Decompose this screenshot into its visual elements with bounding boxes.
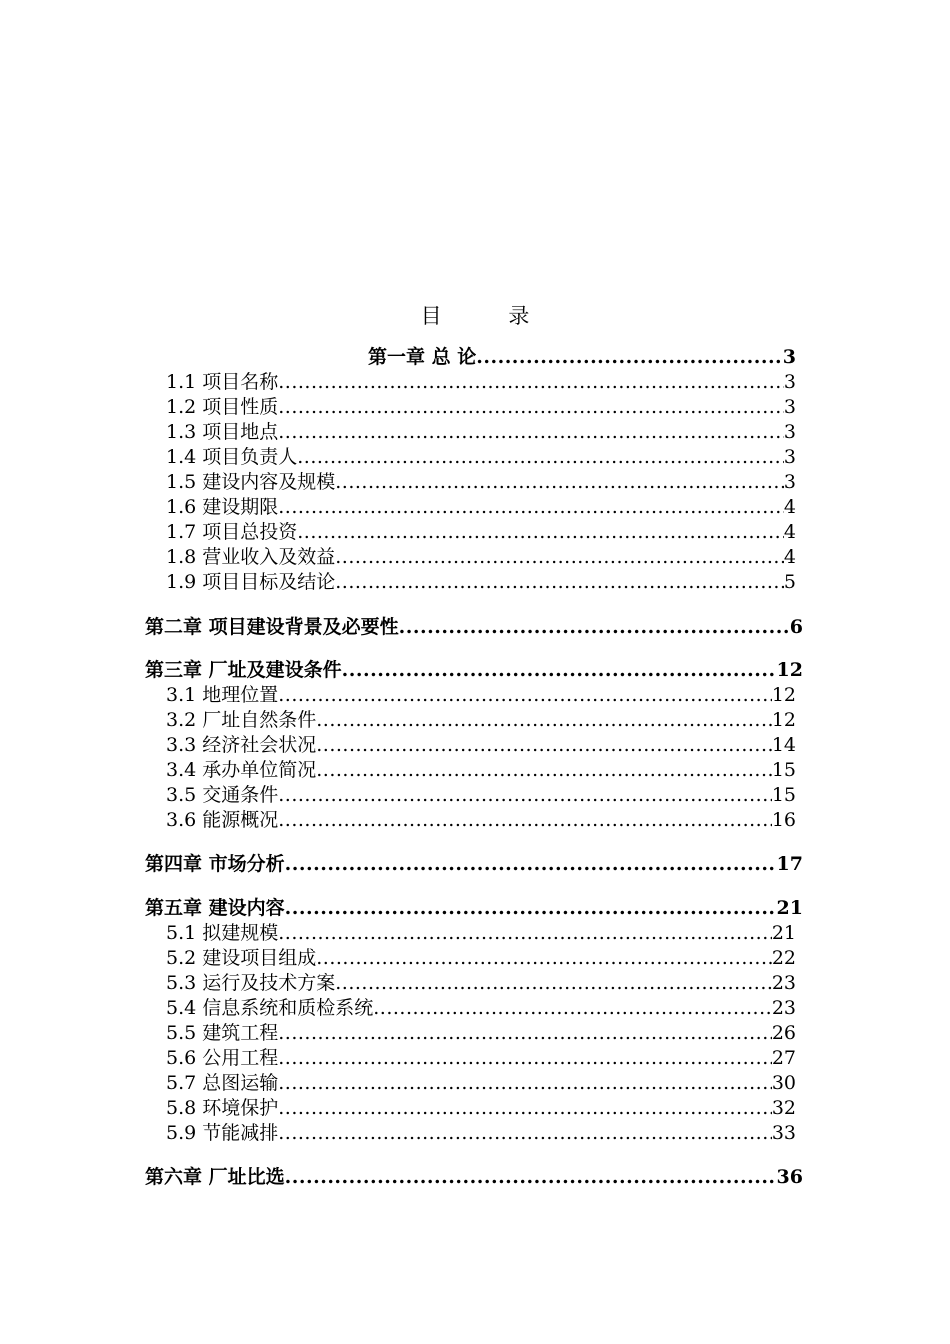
toc-entry-label: 第六章 厂址比选 bbox=[145, 1166, 285, 1188]
toc-entry-label: 5.1 拟建规模 bbox=[166, 922, 279, 944]
toc-leader-dots bbox=[297, 520, 784, 545]
toc-leader-dots bbox=[399, 615, 790, 640]
toc-entry-page: 15 bbox=[771, 784, 796, 806]
toc-entry-page: 6 bbox=[789, 616, 803, 638]
toc-entry-label: 5.9 节能减排 bbox=[166, 1122, 279, 1144]
toc-entry[interactable] bbox=[166, 921, 796, 946]
toc-entry-label: 1.6 建设期限 bbox=[166, 496, 279, 518]
toc-leader-dots bbox=[285, 896, 777, 921]
toc-leader-dots bbox=[316, 733, 772, 758]
toc-entry-label: 第三章 厂址及建设条件 bbox=[145, 659, 342, 681]
toc-entry-page: 14 bbox=[771, 734, 796, 756]
toc-entry-page: 30 bbox=[771, 1072, 796, 1094]
toc-entry[interactable] bbox=[166, 683, 796, 708]
toc-entry[interactable] bbox=[166, 570, 796, 595]
toc-entry-page: 3 bbox=[782, 346, 796, 368]
toc-leader-dots bbox=[297, 445, 784, 470]
toc-leader-dots bbox=[278, 683, 772, 708]
toc-entry-label: 1.8 营业收入及效益 bbox=[166, 546, 336, 568]
toc-entry-label: 1.7 项目总投资 bbox=[166, 521, 298, 543]
toc-entry[interactable] bbox=[166, 495, 796, 520]
toc-leader-dots bbox=[476, 345, 783, 370]
toc-entry-page: 33 bbox=[771, 1122, 796, 1144]
toc-entry-label: 第一章 总 论 bbox=[368, 346, 477, 368]
toc-entry-page: 21 bbox=[771, 922, 796, 944]
toc-entry[interactable] bbox=[166, 1121, 796, 1146]
toc-leader-dots bbox=[278, 1021, 772, 1046]
toc-entry-chapter-6[interactable] bbox=[145, 1165, 803, 1190]
toc-entry-chapter-2[interactable] bbox=[145, 615, 803, 640]
toc-entry-page: 4 bbox=[783, 496, 796, 518]
toc-entry[interactable] bbox=[166, 1071, 796, 1096]
toc-entry[interactable] bbox=[166, 395, 796, 420]
toc-entry-label: 5.5 建筑工程 bbox=[166, 1022, 279, 1044]
toc-entry[interactable] bbox=[166, 1096, 796, 1121]
toc-entry-page: 3 bbox=[783, 446, 796, 468]
toc-entry-page: 32 bbox=[771, 1097, 796, 1119]
toc-entry[interactable] bbox=[166, 946, 796, 971]
toc-leader-dots bbox=[316, 758, 772, 783]
toc-leader-dots bbox=[335, 470, 784, 495]
toc-entry-label: 1.5 建设内容及规模 bbox=[166, 471, 336, 493]
toc-leader-dots bbox=[278, 395, 784, 420]
toc-entry[interactable] bbox=[166, 520, 796, 545]
toc-entry[interactable] bbox=[166, 996, 796, 1021]
toc-entry-label: 1.3 项目地点 bbox=[166, 421, 279, 443]
toc-leader-dots bbox=[335, 545, 784, 570]
toc-entry-page: 23 bbox=[771, 997, 796, 1019]
toc-entry-page: 3 bbox=[783, 421, 796, 443]
toc-entry-label: 第四章 市场分析 bbox=[145, 853, 285, 875]
toc-entry-label: 3.5 交通条件 bbox=[166, 784, 279, 806]
toc-entry-chapter-5[interactable] bbox=[145, 896, 803, 921]
toc-leader-dots bbox=[285, 1165, 777, 1190]
toc-entry-label: 3.2 厂址自然条件 bbox=[166, 709, 317, 731]
toc-entry[interactable] bbox=[166, 708, 796, 733]
toc-leader-dots bbox=[373, 996, 772, 1021]
toc-leader-dots bbox=[278, 808, 772, 833]
toc-entry-label: 3.4 承办单位简况 bbox=[166, 759, 317, 781]
toc-entry[interactable] bbox=[166, 1046, 796, 1071]
toc-entry-label: 3.1 地理位置 bbox=[166, 684, 279, 706]
toc-entry-page: 22 bbox=[771, 947, 796, 969]
toc-entry-page: 26 bbox=[771, 1022, 796, 1044]
toc-leader-dots bbox=[278, 420, 784, 445]
toc-leader-dots bbox=[342, 658, 777, 683]
toc-entry-label: 5.6 公用工程 bbox=[166, 1047, 279, 1069]
toc-entry[interactable] bbox=[166, 370, 796, 395]
toc-entry-page: 3 bbox=[783, 471, 796, 493]
toc-entry-label: 第二章 项目建设背景及必要性 bbox=[145, 616, 399, 638]
toc-entry[interactable] bbox=[166, 545, 796, 570]
toc-entry-chapter-1[interactable] bbox=[368, 345, 796, 370]
toc-entry-page: 15 bbox=[771, 759, 796, 781]
toc-entry-page: 12 bbox=[771, 684, 796, 706]
toc-entry[interactable] bbox=[166, 1021, 796, 1046]
toc-entry-chapter-4[interactable] bbox=[145, 852, 803, 877]
toc-entry-label: 1.9 项目目标及结论 bbox=[166, 571, 336, 593]
toc-entry[interactable] bbox=[166, 733, 796, 758]
toc-leader-dots bbox=[278, 1046, 772, 1071]
toc-entry-page: 3 bbox=[783, 371, 796, 393]
toc-leader-dots bbox=[316, 946, 772, 971]
toc-entry[interactable] bbox=[166, 445, 796, 470]
toc-entry-page: 17 bbox=[776, 853, 803, 875]
toc-entry-label: 3.3 经济社会状况 bbox=[166, 734, 317, 756]
toc-entry[interactable] bbox=[166, 420, 796, 445]
toc-entry[interactable] bbox=[166, 808, 796, 833]
toc-entry-page: 23 bbox=[771, 972, 796, 994]
toc-entry[interactable] bbox=[166, 470, 796, 495]
toc-entry-label: 5.8 环境保护 bbox=[166, 1097, 279, 1119]
toc-entry-page: 36 bbox=[776, 1166, 803, 1188]
toc-entry-page: 27 bbox=[771, 1047, 796, 1069]
toc-entry-page: 4 bbox=[783, 546, 796, 568]
toc-leader-dots bbox=[335, 971, 772, 996]
toc-entry-label: 5.4 信息系统和质检系统 bbox=[166, 997, 374, 1019]
toc-leader-dots bbox=[278, 1121, 772, 1146]
toc-entry-label: 1.1 项目名称 bbox=[166, 371, 279, 393]
toc-leader-dots bbox=[278, 1096, 772, 1121]
toc-entry-label: 第五章 建设内容 bbox=[145, 897, 285, 919]
toc-entry-label: 1.2 项目性质 bbox=[166, 396, 279, 418]
toc-entry-label: 1.4 项目负责人 bbox=[166, 446, 298, 468]
toc-entry-page: 3 bbox=[783, 396, 796, 418]
toc-entry[interactable] bbox=[166, 758, 796, 783]
toc-entry-page: 21 bbox=[776, 897, 803, 919]
toc-entry-label: 5.7 总图运输 bbox=[166, 1072, 279, 1094]
toc-entry[interactable] bbox=[166, 971, 796, 996]
toc-entry-page: 4 bbox=[783, 521, 796, 543]
toc-leader-dots bbox=[335, 570, 784, 595]
toc-entry-label: 5.2 建设项目组成 bbox=[166, 947, 317, 969]
toc-leader-dots bbox=[285, 852, 777, 877]
toc-title: 目 录 bbox=[420, 304, 530, 328]
toc-entry-page: 16 bbox=[771, 809, 796, 831]
toc-entry-page: 5 bbox=[783, 571, 796, 593]
toc-entry-chapter-3[interactable] bbox=[145, 658, 803, 683]
toc-leader-dots bbox=[278, 1071, 772, 1096]
toc-leader-dots bbox=[278, 783, 772, 808]
toc-leader-dots bbox=[278, 495, 784, 520]
toc-entry-page: 12 bbox=[776, 659, 803, 681]
toc-leader-dots bbox=[278, 921, 772, 946]
toc-leader-dots bbox=[278, 370, 784, 395]
toc-entry-label: 5.3 运行及技术方案 bbox=[166, 972, 336, 994]
toc-entry-label: 3.6 能源概况 bbox=[166, 809, 279, 831]
toc-leader-dots bbox=[316, 708, 772, 733]
toc-entry-page: 12 bbox=[771, 709, 796, 731]
toc-entry[interactable] bbox=[166, 783, 796, 808]
